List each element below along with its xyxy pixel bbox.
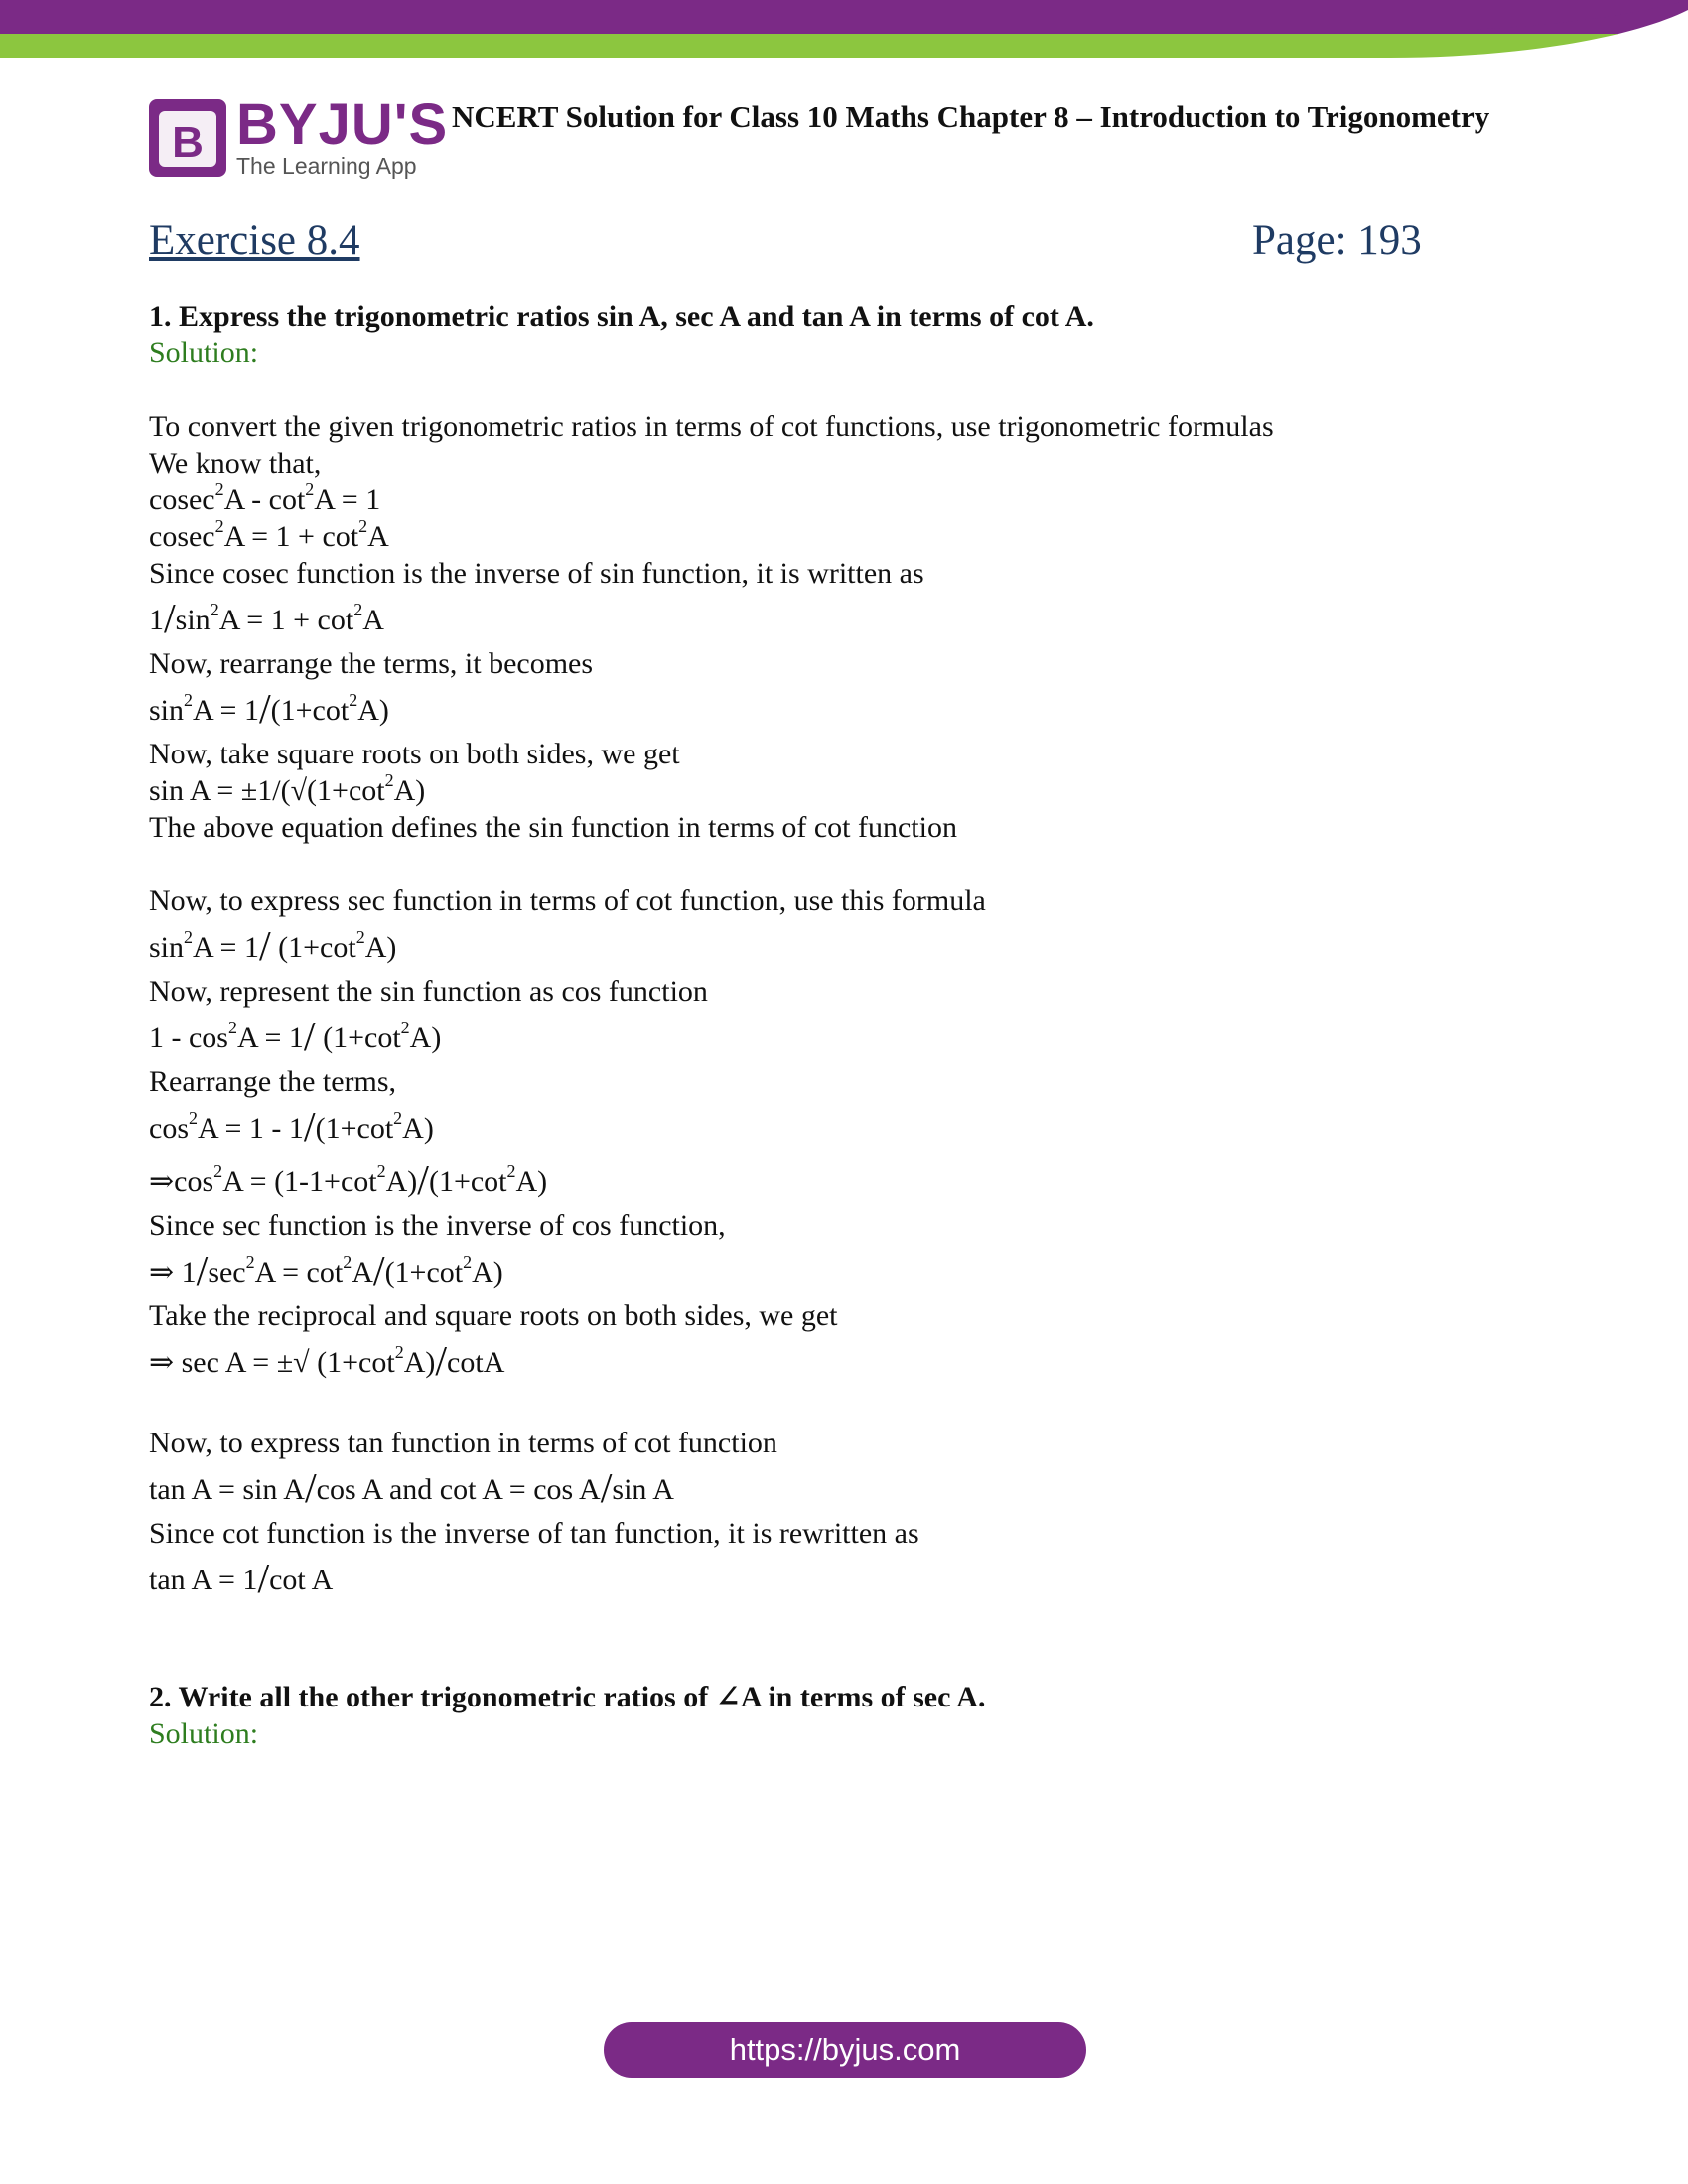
question-2: 2. Write all the other trigonometric ratios of ∠A in terms of sec A. (149, 1681, 986, 1713)
equation: $1 - \cos^2A = 1/$ $(1+\cot^2A)$ (149, 1015, 442, 1060)
solution-text: Now, represent the sin function as cos function (149, 975, 708, 1008)
brand-tagline: The Learning App (236, 153, 417, 179)
equation: ⇒ sec A = ±√ $(1+\cot^2A)$/cotA (149, 1339, 505, 1385)
brand-name: BYJU'S (236, 92, 449, 157)
question-1: 1. Express the trigonometric ratios sin A, sec A and tan A in terms of cot A. (149, 300, 1094, 333)
equation: $\Rightarrow\cos^2A = (1-1+\cot^2A)/(1+\cot^2A)$ (149, 1159, 548, 1204)
solution-text: Rearrange the terms, (149, 1065, 397, 1098)
equation: $\sin A = \pm 1/(√(1+\cot^2A)$ (149, 770, 426, 807)
solution-text: To convert the given trigonometric ratios in terms of cot functions, use trigonometric formulas (149, 410, 1274, 443)
svg-text:B: B (172, 118, 204, 167)
equation: $\sin^2A = 1/$ $(1+\cot^2A)$ (149, 924, 397, 970)
solution-text: Since cot function is the inverse of tan function, it is rewritten as (149, 1517, 919, 1550)
solution-text: We know that, (149, 447, 322, 479)
solution-text: Take the reciprocal and square roots on both sides, we get (149, 1299, 838, 1332)
content-body (149, 298, 1519, 1752)
equation: $1/\sin^2A = 1 + \cot^2A$ (149, 597, 384, 642)
exercise-heading: Exercise 8.4 (149, 217, 360, 264)
solution-text: Since cosec function is the inverse of sin function, it is written as (149, 557, 924, 590)
equation: $cosec^2A - \cot^2A = 1$ (149, 479, 381, 516)
top-color-band (0, 0, 1688, 64)
equation: $\sin^2A = 1/(1+\cot^2A)$ (149, 687, 389, 733)
website-link[interactable]: https://byjus.com (604, 2022, 1086, 2078)
equation: $cosec^2A = 1 + \cot^2A$ (149, 516, 389, 553)
solution-text: Since sec function is the inverse of cos function, (149, 1209, 726, 1242)
solution-text: Now, take square roots on both sides, we get (149, 738, 680, 770)
page-number: Page: 193 (1252, 217, 1422, 264)
equation: tan A = sin A/cos A and cot A = cos A/sin A (149, 1466, 674, 1512)
solution-text: The above equation defines the sin function in terms of cot function (149, 811, 957, 844)
document-title: NCERT Solution for Class 10 Maths Chapter 8 – Introduction to Trigonometry (452, 99, 1490, 134)
solution-text: Now, rearrange the terms, it becomes (149, 647, 594, 680)
byjus-logo-icon (149, 99, 226, 177)
solution-text: Now, to express tan function in terms of cot function (149, 1427, 777, 1459)
equation: tan A = 1/cot A (149, 1557, 334, 1602)
equation: ⇒ $1/\sec^2A = \cot^2A/(1+\cot^2A)$ (149, 1249, 503, 1295)
solution-label-1: Solution: (149, 337, 259, 369)
solution-text: Now, to express sec function in terms of cot function, use this formula (149, 885, 986, 917)
equation: $\cos^2A = 1 - 1/(1+\cot^2A)$ (149, 1105, 434, 1151)
document-header (149, 92, 1579, 183)
solution-label-2: Solution: (149, 1717, 259, 1750)
